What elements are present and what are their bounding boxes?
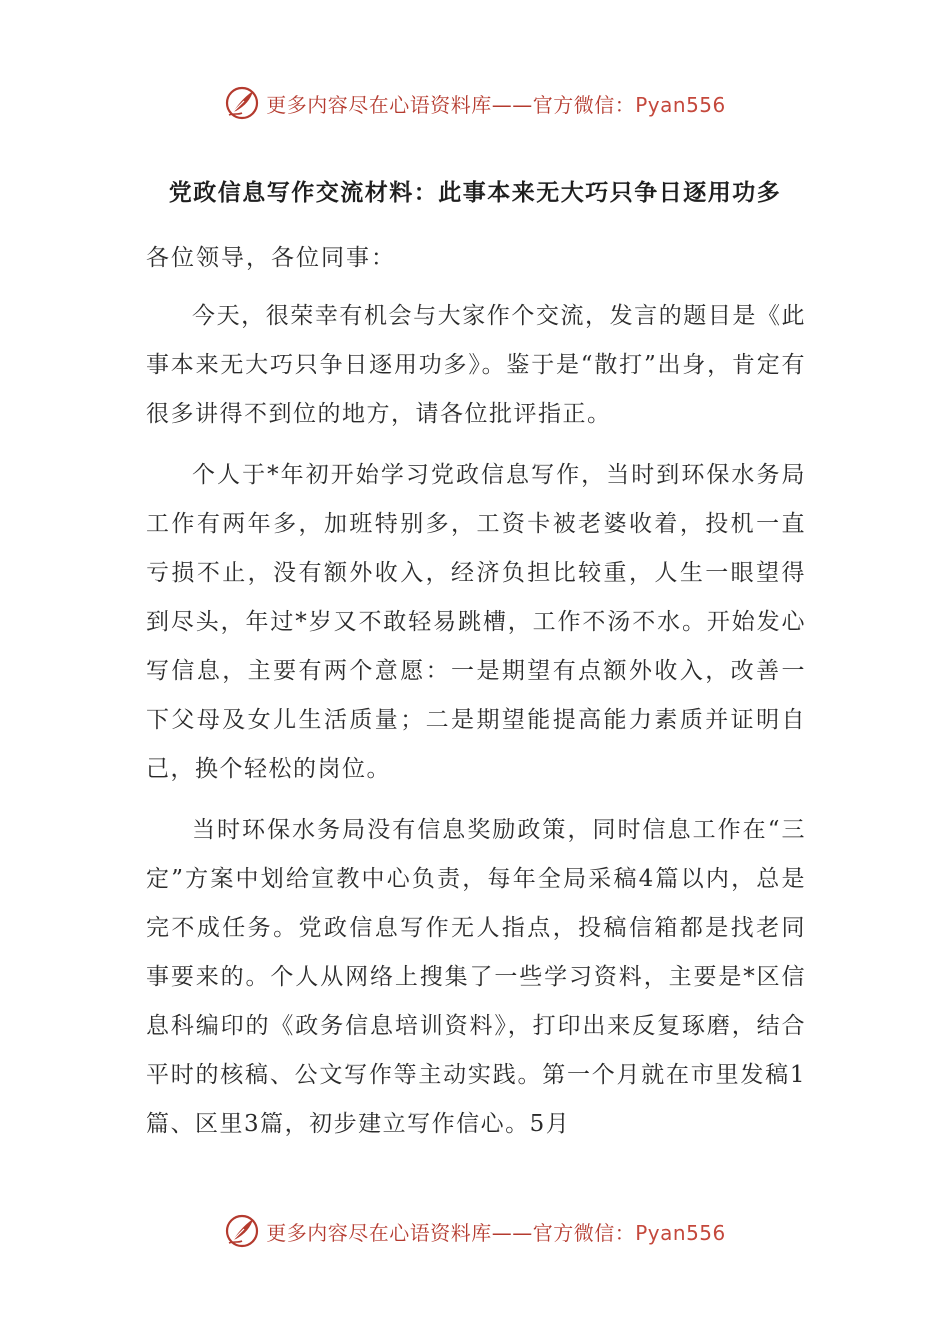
quill-logo-icon [224,1213,260,1249]
footer-banner [0,1206,950,1256]
banner-wechat-id: Pyan556 [635,92,726,117]
paragraph-2: 个人于*年初开始学习党政信息写作，当时到环保水务局工作有两年多，加班特别多，工资卡被老婆收着，投机一直亏损不止，没有额外收入，经济负担比较重，人生一眼望得到尽头，年过*岁又不敢轻易跳槽，工作不汤不水。开始发心写信息，主要有两个意愿：一是期望有点额外收入，改善一下父母及女儿生活质量；二是期望能提高能力素质并证明自己，换个轻松的岗位。 [146,462,806,782]
greeting: 各位领导，各位同事： [146,245,396,271]
banner-main-text: 更多内容尽在心语资料库——官方微信： [266,92,636,117]
banner-text [266,1217,726,1246]
banner-text [266,89,726,118]
banner-main-text: 更多内容尽在心语资料库——官方微信： [266,1220,636,1245]
quill-logo-icon [224,85,260,121]
header-banner [0,78,950,128]
paragraph-3: 当时环保水务局没有信息奖励政策，同时信息工作在“三定”方案中划给宣教中心负责，每年全局采稿4篇以内，总是完不成任务。党政信息写作无人指点，投稿信箱都是找老同事要来的。个人从网络上搜集了一些学习资料，主要是*区信息科编印的《政务信息培训资料》，打印出来反复琢磨，结合平时的核稿、公文写作等主动实践。第一个月就在市里发稿1篇、区里3篇，初步建立写作信心。5月 [146,817,806,1137]
document-title: 党政信息写作交流材料：此事本来无大巧只争日逐用功多 [168,180,782,206]
banner-wechat-id: Pyan556 [635,1220,726,1245]
paragraph-1: 今天，很荣幸有机会与大家作个交流，发言的题目是《此事本来无大巧只争日逐用功多》。鉴于是“散打”出身，肯定有很多讲得不到位的地方，请各位批评指正。 [146,303,806,427]
document-body [146,292,806,1161]
